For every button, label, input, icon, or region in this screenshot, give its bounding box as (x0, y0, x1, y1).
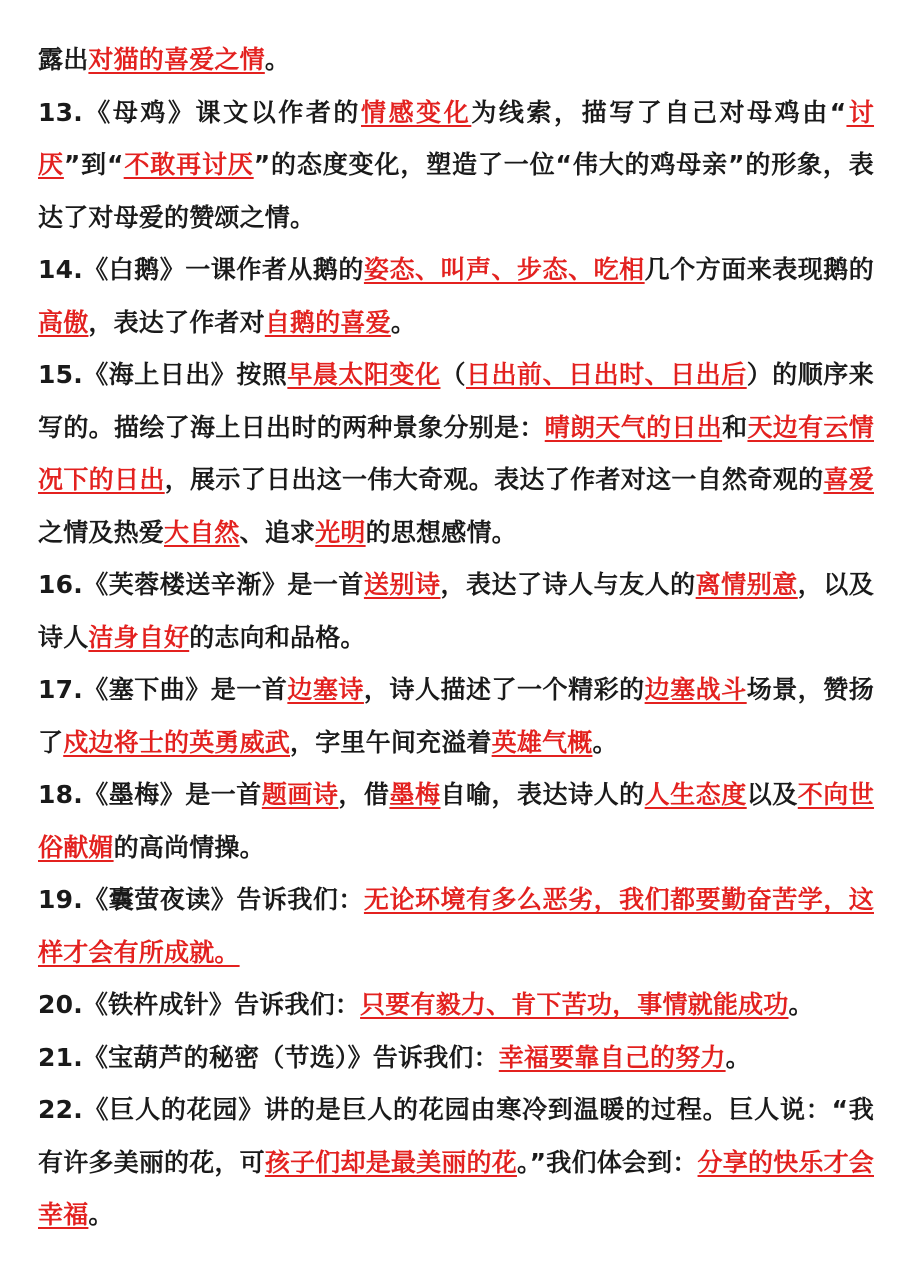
highlighted-answer: 天边有云情况下的日出 (38, 412, 874, 494)
note-item-15 (38, 349, 874, 559)
highlighted-answer: 不敢再讨厌 (123, 150, 254, 179)
highlighted-answer: 大自然 (164, 517, 240, 547)
highlighted-answer: 墨梅 (389, 780, 441, 809)
note-item-22 (38, 1084, 874, 1242)
highlighted-answer: 自鹅的喜爱 (264, 307, 391, 337)
note-item-13 (38, 87, 874, 245)
body-text: （ (440, 360, 467, 389)
highlighted-answer: 送别诗 (363, 570, 441, 599)
highlighted-answer: 边塞战斗 (644, 675, 747, 704)
body-text: 自喻，表达诗人的 (440, 780, 645, 809)
highlighted-answer: 分享的快乐才会幸福 (38, 1147, 874, 1229)
body-text: 和 (722, 412, 748, 442)
note-item-21 (38, 1032, 874, 1085)
body-text: ，以及诗人 (38, 570, 874, 652)
body-text: ，表达了作者对 (88, 307, 265, 337)
body-text: 15.《海上日出》按照 (38, 360, 288, 389)
highlighted-answer: 高傲 (38, 307, 89, 337)
highlighted-answer: 无论环境有多么恶劣，我们都要勤奋苦学，这样才会有所成就。 (38, 885, 874, 967)
body-text: 。 (592, 727, 618, 757)
body-text: 。 (788, 990, 814, 1019)
highlighted-answer: 孩子们却是最美丽的花 (264, 1147, 517, 1177)
highlighted-answer: 幸福要靠自己的努力 (498, 1042, 726, 1072)
highlighted-answer: 离情别意 (695, 570, 798, 599)
body-text: 的志向和品格。 (189, 622, 366, 652)
body-text: 几个方面来表现鹅的 (644, 255, 874, 284)
note-item-19 (38, 874, 874, 979)
highlighted-answer: 早晨太阳变化 (287, 360, 441, 389)
body-text: ，表达了诗人与友人的 (440, 570, 696, 599)
body-text: ”的态度变化，塑造了一位“伟大的鸡母亲”的形象，表达了对母爱的赞颂之情。 (38, 150, 874, 232)
body-text: 、追求 (239, 517, 316, 547)
note-item-17 (38, 664, 874, 769)
highlighted-answer: 情感变化 (361, 97, 472, 127)
body-text: 的高尚情操。 (113, 832, 265, 862)
note-item-16 (38, 559, 874, 664)
body-text: 。”我们体会到： (516, 1147, 698, 1177)
body-text: 22.《巨人的花园》讲的是巨人的花园由寒冷到温暖的过程。巨人说：“我有许多美丽的花，可 (38, 1095, 874, 1177)
body-text: 的思想感情。 (365, 517, 517, 547)
body-text: ，展示了日出这一伟大奇观。表达了作者对这一自然奇观的 (164, 465, 824, 494)
note-item-20 (38, 979, 874, 1032)
highlighted-answer: 边塞诗 (287, 675, 364, 704)
body-text: 19.《囊萤夜读》告诉我们： (38, 885, 364, 914)
body-text: 以及 (746, 780, 798, 809)
study-notes-document (38, 34, 874, 1242)
highlighted-answer: 喜爱 (823, 465, 874, 494)
body-text: ，借 (338, 780, 390, 809)
highlighted-answer: 对猫的喜爱之情 (88, 45, 265, 74)
highlighted-answer: 不向世俗献媚 (38, 780, 875, 862)
body-text: ”到“ (63, 150, 124, 179)
highlighted-answer: 戍边将士的英勇威武 (63, 727, 291, 757)
highlighted-answer: 晴朗天气的日出 (544, 412, 723, 442)
body-text: 14.《白鹅》一课作者从鹅的 (38, 255, 364, 284)
note-item-14 (38, 244, 874, 349)
body-text: 13.《母鸡》课文以作者的 (38, 97, 362, 127)
note-item-18 (38, 769, 874, 874)
body-text: 露出 (38, 45, 89, 74)
body-text: 18.《墨梅》是一首 (38, 780, 262, 809)
body-text: ，字里午间充溢着 (290, 727, 492, 757)
body-text: 。 (264, 45, 291, 74)
note-item-12-tail (38, 34, 874, 87)
body-text: 场景，赞扬了 (38, 675, 874, 757)
highlighted-answer: 洁身自好 (88, 622, 190, 652)
highlighted-answer: 姿态、叫声、步态、吃相 (363, 255, 645, 284)
highlighted-answer: 日出前、日出时、日出后 (466, 360, 747, 389)
highlighted-answer: 英雄气概 (491, 727, 593, 757)
body-text: 17.《塞下曲》是一首 (38, 675, 288, 704)
highlighted-answer: 人生态度 (644, 780, 747, 809)
body-text: 。 (390, 307, 417, 337)
highlighted-answer: 题画诗 (261, 780, 339, 809)
highlighted-answer: 只要有毅力、肯下苦功，事情就能成功 (360, 990, 789, 1019)
body-text: 。 (88, 1200, 114, 1229)
body-text: 为线索，描写了自己对母鸡由“ (471, 97, 847, 127)
body-text: ）的顺序来写的。描绘了海上日出时的两种景象分别是： (38, 360, 875, 442)
body-text: 21.《宝葫芦的秘密（节选）》告诉我们： (38, 1042, 499, 1072)
body-text: 16.《芙蓉楼送辛渐》是一首 (38, 570, 364, 599)
highlighted-answer: 讨厌 (38, 97, 875, 179)
body-text: 之情及热爱 (38, 517, 165, 547)
body-text: ，诗人描述了一个精彩的 (363, 675, 645, 704)
body-text: 。 (725, 1042, 751, 1072)
highlighted-answer: 光明 (315, 517, 366, 547)
body-text: 20.《铁杵成针》告诉我们： (38, 990, 361, 1019)
